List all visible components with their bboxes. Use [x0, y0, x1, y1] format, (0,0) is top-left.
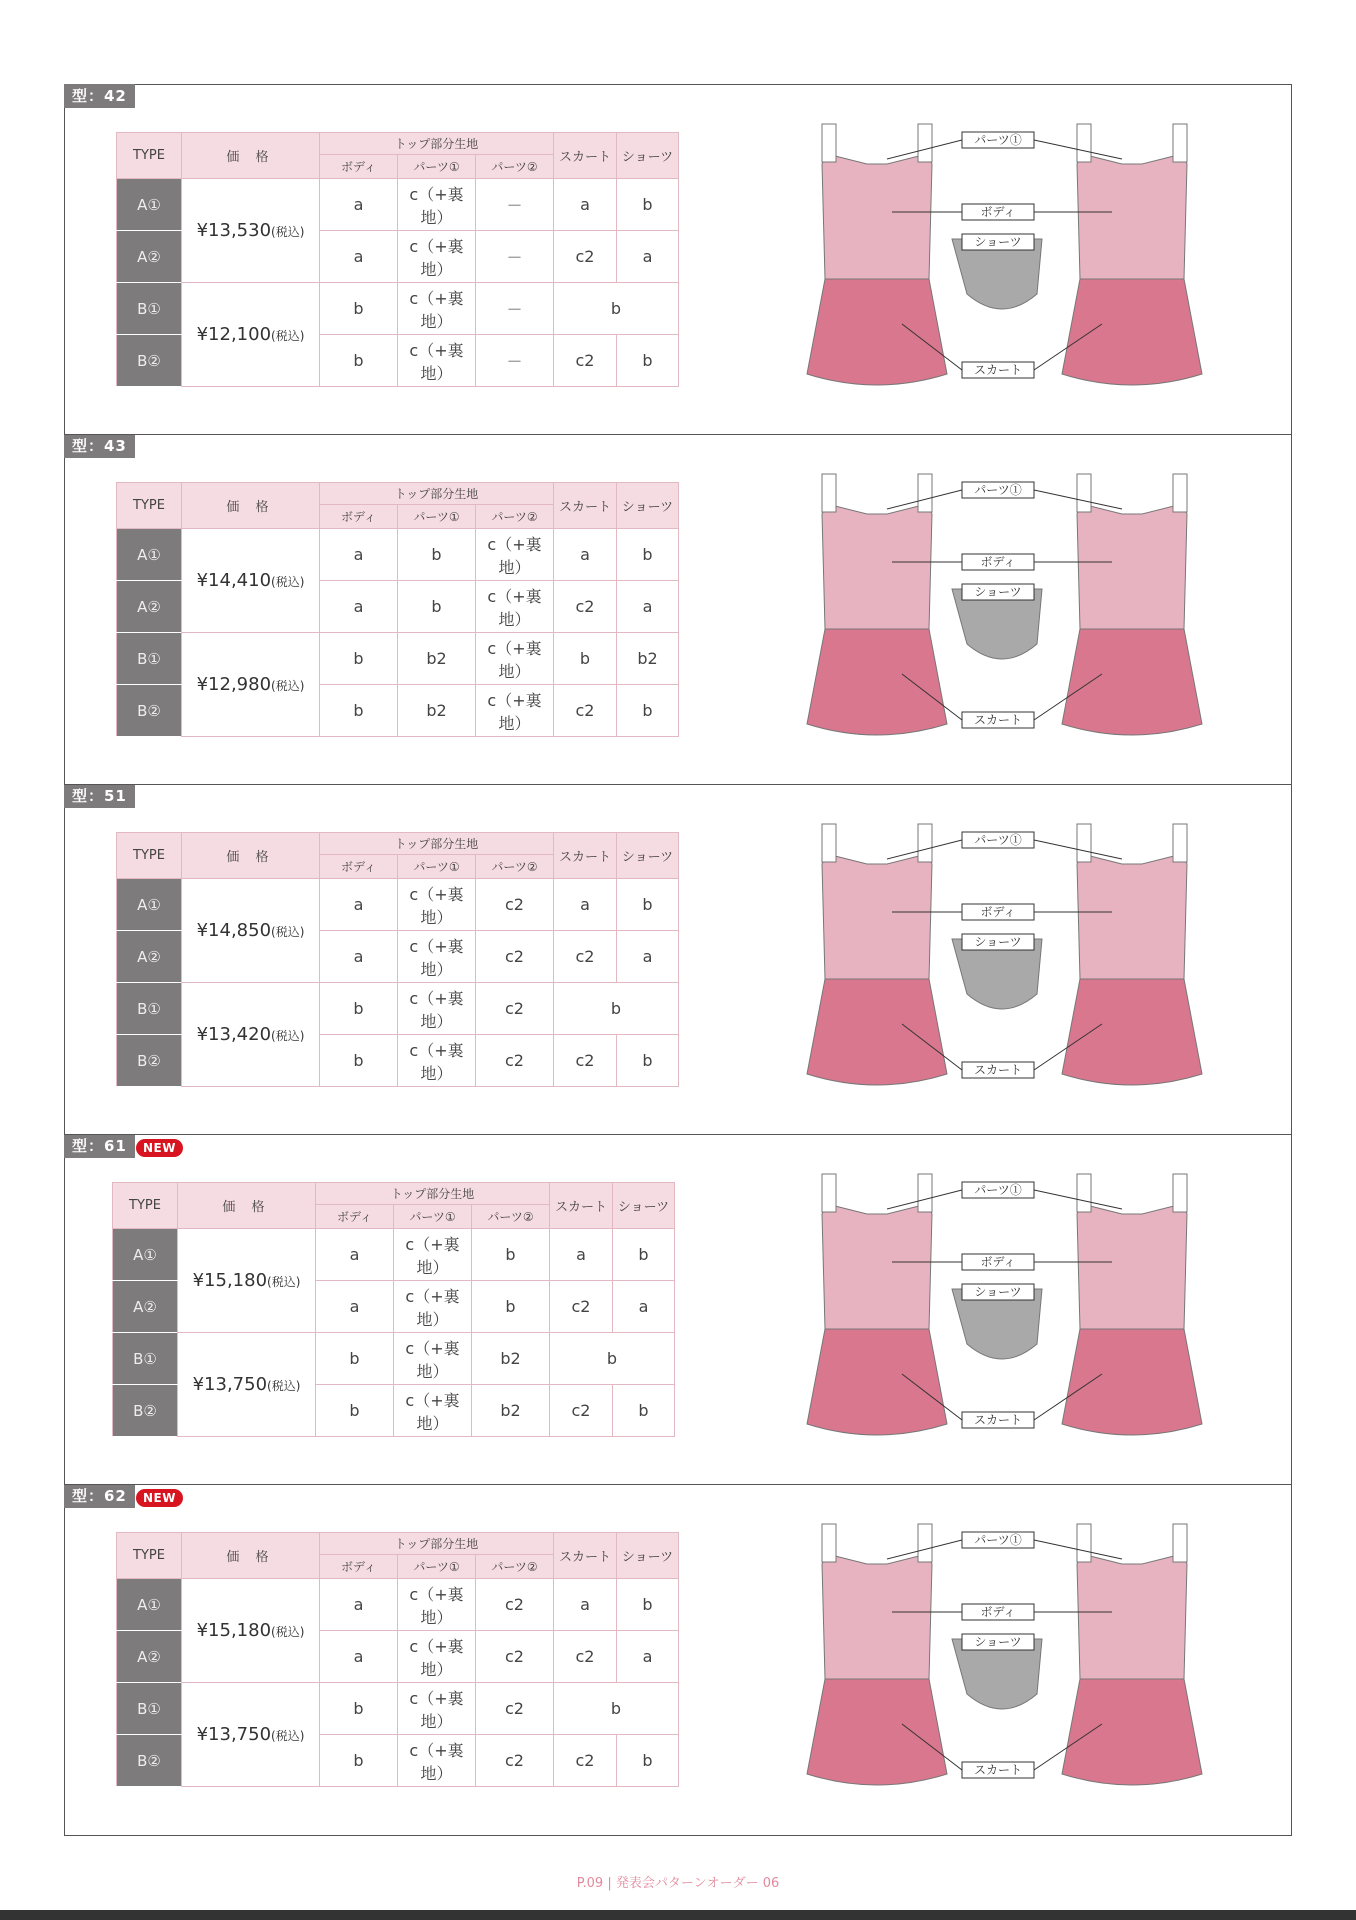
cell-shorts: a [617, 231, 679, 283]
cell-parts2: c2 [476, 1683, 554, 1735]
header-top-fabric: トップ部分生地 [320, 483, 554, 505]
cell-parts2: c2 [476, 1579, 554, 1631]
leotard-illustration [712, 1484, 1292, 1834]
cell-parts2: c（+裏地） [476, 633, 554, 685]
header-row [117, 133, 679, 155]
callout-body: ボディ [980, 205, 1016, 219]
cell-parts2: － [476, 231, 554, 283]
type-label: A② [117, 581, 182, 633]
pattern-type-tag: 型：43 [64, 434, 135, 458]
back-view-strap-left [1077, 824, 1091, 862]
type-label: A① [113, 1229, 178, 1281]
type-label: A① [117, 179, 182, 231]
cell-parts2: c2 [476, 983, 554, 1035]
back-view-skirt-shape [1062, 1329, 1202, 1435]
front-view-strap-right [918, 124, 932, 162]
cell-skirt: c2 [554, 335, 617, 387]
cell-skirt: c2 [554, 231, 617, 283]
cell-shorts: b [617, 879, 679, 931]
back-view-skirt-shape [1062, 1679, 1202, 1785]
front-view-strap-left [822, 824, 836, 862]
header-shorts: ショーツ [617, 483, 679, 529]
cell-skirt: c2 [554, 581, 617, 633]
callout-shorts: ショーツ [974, 935, 1022, 949]
cell-skirt: c2 [554, 1631, 617, 1683]
header-type: TYPE [117, 483, 182, 529]
cell-skirt: a [554, 529, 617, 581]
header-price: 価 格 [182, 833, 320, 879]
type-label: B① [117, 283, 182, 335]
header-skirt: スカート [554, 133, 617, 179]
pattern-type-tag: 型：61 [64, 1134, 135, 1158]
header-type: TYPE [117, 133, 182, 179]
front-view-skirt-shape [807, 1329, 947, 1435]
pattern-type-tag: 型：51 [64, 784, 135, 808]
back-view-body-shape [1077, 504, 1187, 629]
back-view-strap-left [1077, 1524, 1091, 1562]
header-row [113, 1183, 675, 1205]
front-view-skirt-shape [807, 279, 947, 385]
price-cell [182, 983, 320, 1087]
cell-shorts: b [613, 1385, 675, 1437]
cell-body: b [320, 685, 398, 737]
cell-body: b [320, 335, 398, 387]
callout-skirt: スカート [973, 1763, 1023, 1777]
cell-parts1: c（+裏地） [398, 283, 476, 335]
cell-body: a [316, 1229, 394, 1281]
cell-body: a [320, 879, 398, 931]
type-label: A② [117, 231, 182, 283]
cell-body: b [316, 1333, 394, 1385]
cell-parts2: － [476, 335, 554, 387]
type-label: A② [117, 1631, 182, 1683]
header-skirt: スカート [554, 1533, 617, 1579]
leotard-illustration [712, 84, 1292, 434]
cell-parts1: b2 [398, 685, 476, 737]
header-shorts: ショーツ [617, 833, 679, 879]
new-badge: NEW [136, 1489, 183, 1507]
price-cell [182, 1579, 320, 1683]
cell-skirt: c2 [554, 685, 617, 737]
header-price: 価 格 [182, 483, 320, 529]
cell-parts1: b [398, 581, 476, 633]
header-parts2: パーツ② [476, 155, 554, 179]
cell-body: a [320, 179, 398, 231]
cell-body: a [320, 1631, 398, 1683]
cell-skirt: c2 [554, 1735, 617, 1787]
cell-parts1: c（+裏地） [398, 983, 476, 1035]
back-view-body-shape [1077, 154, 1187, 279]
price-amount: ¥13,750 [192, 1374, 268, 1395]
back-view-skirt-shape [1062, 629, 1202, 735]
header-top-fabric: トップ部分生地 [320, 1533, 554, 1555]
price-cell [182, 529, 320, 633]
header-row [117, 483, 679, 505]
cell-shorts: a [617, 1631, 679, 1683]
header-shorts: ショーツ [617, 133, 679, 179]
front-view-body-shape [822, 854, 932, 979]
header-row [117, 1533, 679, 1555]
section-divider [64, 434, 1292, 435]
type-label: B② [117, 335, 182, 387]
leotard-illustration [712, 434, 1292, 784]
cell-skirt-shorts: b [554, 283, 679, 335]
footer-separator: | [607, 1876, 612, 1891]
price-amount: ¥15,180 [192, 1270, 268, 1291]
cell-parts2: b2 [472, 1385, 550, 1437]
cell-parts1: c（+裏地） [394, 1281, 472, 1333]
price-amount: ¥14,850 [196, 920, 272, 941]
cell-parts2: c2 [476, 1735, 554, 1787]
back-view-strap-right [1173, 1524, 1187, 1562]
price-cell [182, 633, 320, 737]
table-row [113, 1229, 675, 1281]
cell-shorts: a [617, 931, 679, 983]
cell-body: b [320, 1035, 398, 1087]
callout-skirt: スカート [973, 363, 1023, 377]
cell-skirt-shorts: b [554, 983, 679, 1035]
cell-shorts: b [617, 1035, 679, 1087]
pattern-section [64, 434, 1292, 784]
table-row [117, 1683, 679, 1735]
cell-skirt: c2 [550, 1281, 613, 1333]
back-view-strap-left [1077, 474, 1091, 512]
cell-shorts: b [617, 179, 679, 231]
type-label: B① [117, 1683, 182, 1735]
type-label: A① [117, 1579, 182, 1631]
cell-parts1: c（+裏地） [398, 1683, 476, 1735]
cell-skirt-shorts: b [554, 1683, 679, 1735]
table-row [117, 879, 679, 931]
price-tax: (税込) [271, 679, 305, 693]
price-cell [182, 879, 320, 983]
cell-parts1: c（+裏地） [394, 1229, 472, 1281]
header-parts2: パーツ② [472, 1205, 550, 1229]
callout-skirt: スカート [973, 1063, 1023, 1077]
back-view-strap-right [1173, 824, 1187, 862]
back-view-body-shape [1077, 854, 1187, 979]
price-amount: ¥14,410 [196, 570, 272, 591]
back-view-skirt-shape [1062, 279, 1202, 385]
callout-parts1: パーツ① [974, 1533, 1022, 1547]
price-tax: (税込) [271, 225, 305, 239]
front-view-strap-left [822, 124, 836, 162]
cell-parts1: c（+裏地） [398, 1035, 476, 1087]
type-label: B② [117, 685, 182, 737]
header-row [117, 833, 679, 855]
leotard-illustration [712, 784, 1292, 1134]
pattern-type-tag: 型：62 [64, 1484, 135, 1508]
cell-body: a [320, 529, 398, 581]
cell-parts1: c（+裏地） [398, 931, 476, 983]
front-view-strap-right [918, 824, 932, 862]
header-skirt: スカート [550, 1183, 613, 1229]
cell-parts2: c2 [476, 931, 554, 983]
header-parts2: パーツ② [476, 1555, 554, 1579]
header-parts1: パーツ① [398, 505, 476, 529]
cell-parts1: c（+裏地） [398, 335, 476, 387]
cell-body: b [320, 1735, 398, 1787]
leotard-illustration [712, 1134, 1292, 1484]
callout-skirt: スカート [973, 713, 1023, 727]
spec-table [116, 132, 679, 387]
pattern-section [64, 1484, 1292, 1834]
price-amount: ¥12,100 [196, 324, 272, 345]
cell-body: a [320, 931, 398, 983]
front-view-strap-left [822, 1174, 836, 1212]
section-divider [64, 784, 1292, 785]
cell-parts2: c2 [476, 879, 554, 931]
cell-parts2: b2 [472, 1333, 550, 1385]
back-view-body-shape [1077, 1204, 1187, 1329]
cell-parts1: c（+裏地） [398, 1735, 476, 1787]
header-parts1: パーツ① [398, 855, 476, 879]
cell-parts1: c（+裏地） [394, 1385, 472, 1437]
type-label: A② [113, 1281, 178, 1333]
cell-body: a [320, 231, 398, 283]
callout-shorts: ショーツ [974, 1285, 1022, 1299]
cell-skirt: c2 [554, 1035, 617, 1087]
section-divider [64, 1484, 1292, 1485]
price-tax: (税込) [271, 575, 305, 589]
cell-shorts: b [617, 529, 679, 581]
spec-table [116, 832, 679, 1087]
header-skirt: スカート [554, 483, 617, 529]
cell-parts2: － [476, 283, 554, 335]
pattern-type-tag: 型：42 [64, 84, 135, 108]
header-price: 価 格 [182, 133, 320, 179]
cell-skirt: a [550, 1229, 613, 1281]
back-view-strap-right [1173, 124, 1187, 162]
front-view-body-shape [822, 504, 932, 629]
header-parts1: パーツ① [394, 1205, 472, 1229]
cell-skirt: a [554, 879, 617, 931]
back-view-body-shape [1077, 1554, 1187, 1679]
cell-parts2: c2 [476, 1035, 554, 1087]
header-skirt: スカート [554, 833, 617, 879]
price-amount: ¥13,420 [196, 1024, 272, 1045]
cell-body: b [316, 1385, 394, 1437]
cell-shorts: b [617, 1735, 679, 1787]
header-shorts: ショーツ [613, 1183, 675, 1229]
price-tax: (税込) [267, 1275, 301, 1289]
table-row [117, 1579, 679, 1631]
cell-parts2: b [472, 1281, 550, 1333]
callout-parts1: パーツ① [974, 483, 1022, 497]
header-type: TYPE [117, 1533, 182, 1579]
price-amount: ¥15,180 [196, 1620, 272, 1641]
header-price: 価 格 [178, 1183, 316, 1229]
header-parts2: パーツ② [476, 855, 554, 879]
price-amount: ¥12,980 [196, 674, 272, 695]
cell-skirt: a [554, 179, 617, 231]
header-top-fabric: トップ部分生地 [320, 833, 554, 855]
type-label: B① [117, 983, 182, 1035]
callout-parts1: パーツ① [974, 1183, 1022, 1197]
section-divider [64, 1134, 1292, 1135]
cell-skirt: b [554, 633, 617, 685]
cell-parts1: c（+裏地） [394, 1333, 472, 1385]
type-label: A② [117, 931, 182, 983]
header-body: ボディ [320, 855, 398, 879]
back-view-strap-left [1077, 1174, 1091, 1212]
price-tax: (税込) [271, 1625, 305, 1639]
cell-body: a [316, 1281, 394, 1333]
price-tax: (税込) [271, 925, 305, 939]
front-view-strap-left [822, 474, 836, 512]
cell-body: b [320, 983, 398, 1035]
type-label: B② [113, 1385, 178, 1437]
back-view-strap-right [1173, 1174, 1187, 1212]
cell-parts2: b [472, 1229, 550, 1281]
front-view-strap-right [918, 1174, 932, 1212]
header-shorts: ショーツ [617, 1533, 679, 1579]
front-view-strap-left [822, 1524, 836, 1562]
front-view-body-shape [822, 1204, 932, 1329]
front-view-skirt-shape [807, 979, 947, 1085]
header-type: TYPE [117, 833, 182, 879]
price-tax: (税込) [271, 329, 305, 343]
price-cell [182, 283, 320, 387]
callout-skirt: スカート [973, 1413, 1023, 1427]
callout-body: ボディ [980, 555, 1016, 569]
cell-parts1: b [398, 529, 476, 581]
callout-shorts: ショーツ [974, 235, 1022, 249]
cell-skirt: c2 [554, 931, 617, 983]
cell-shorts: b [617, 1579, 679, 1631]
cell-body: a [320, 1579, 398, 1631]
back-view-skirt-shape [1062, 979, 1202, 1085]
callout-parts1: パーツ① [974, 133, 1022, 147]
price-cell [182, 1683, 320, 1787]
header-price: 価 格 [182, 1533, 320, 1579]
header-body: ボディ [320, 155, 398, 179]
price-amount: ¥13,750 [196, 1724, 272, 1745]
cell-body: b [320, 283, 398, 335]
cell-parts1: c（+裏地） [398, 231, 476, 283]
header-body: ボディ [320, 1555, 398, 1579]
pattern-section [64, 84, 1292, 434]
front-view-skirt-shape [807, 1679, 947, 1785]
cell-shorts: b [617, 685, 679, 737]
cell-body: b [320, 633, 398, 685]
header-parts2: パーツ② [476, 505, 554, 529]
cell-shorts: b [617, 335, 679, 387]
callout-body: ボディ [980, 1255, 1016, 1269]
cell-shorts: b2 [617, 633, 679, 685]
cell-shorts: a [617, 581, 679, 633]
table-row [117, 179, 679, 231]
table-row [117, 983, 679, 1035]
spec-table [116, 482, 679, 737]
table-row [117, 283, 679, 335]
price-cell [178, 1229, 316, 1333]
header-body: ボディ [316, 1205, 394, 1229]
header-parts1: パーツ① [398, 1555, 476, 1579]
cell-parts2: c（+裏地） [476, 685, 554, 737]
price-cell [178, 1333, 316, 1437]
price-tax: (税込) [271, 1729, 305, 1743]
cell-parts1: c（+裏地） [398, 1631, 476, 1683]
pattern-section [64, 784, 1292, 1134]
type-label: A① [117, 529, 182, 581]
type-label: B① [113, 1333, 178, 1385]
cell-body: b [320, 1683, 398, 1735]
cell-parts2: c（+裏地） [476, 581, 554, 633]
cell-shorts: b [613, 1229, 675, 1281]
header-parts1: パーツ① [398, 155, 476, 179]
price-tax: (税込) [271, 1029, 305, 1043]
price-tax: (税込) [267, 1379, 301, 1393]
callout-shorts: ショーツ [974, 585, 1022, 599]
header-top-fabric: トップ部分生地 [320, 133, 554, 155]
spec-table [112, 1182, 675, 1437]
cell-parts2: － [476, 179, 554, 231]
table-row [117, 633, 679, 685]
header-type: TYPE [113, 1183, 178, 1229]
cell-parts1: c（+裏地） [398, 179, 476, 231]
back-view-strap-right [1173, 474, 1187, 512]
type-label: B① [117, 633, 182, 685]
bottom-rule [0, 1910, 1356, 1920]
callout-shorts: ショーツ [974, 1635, 1022, 1649]
cell-parts2: c（+裏地） [476, 529, 554, 581]
spec-table [116, 1532, 679, 1787]
cell-parts2: c2 [476, 1631, 554, 1683]
new-badge: NEW [136, 1139, 183, 1157]
cell-skirt-shorts: b [550, 1333, 675, 1385]
front-view-body-shape [822, 154, 932, 279]
cell-parts1: c（+裏地） [398, 1579, 476, 1631]
front-view-strap-right [918, 1524, 932, 1562]
header-top-fabric: トップ部分生地 [316, 1183, 550, 1205]
cell-skirt: c2 [550, 1385, 613, 1437]
front-view-strap-right [918, 474, 932, 512]
cell-parts1: b2 [398, 633, 476, 685]
page-number: P.09 [576, 1876, 604, 1891]
page-footer [0, 1872, 1356, 1891]
cell-shorts: a [613, 1281, 675, 1333]
type-label: A① [117, 879, 182, 931]
table-row [117, 529, 679, 581]
callout-parts1: パーツ① [974, 833, 1022, 847]
front-view-skirt-shape [807, 629, 947, 735]
callout-body: ボディ [980, 905, 1016, 919]
header-body: ボディ [320, 505, 398, 529]
pattern-section [64, 1134, 1292, 1484]
price-amount: ¥13,530 [196, 220, 272, 241]
type-label: B② [117, 1035, 182, 1087]
price-cell [182, 179, 320, 283]
front-view-body-shape [822, 1554, 932, 1679]
cell-body: a [320, 581, 398, 633]
table-row [113, 1333, 675, 1385]
back-view-strap-left [1077, 124, 1091, 162]
cell-skirt: a [554, 1579, 617, 1631]
cell-parts1: c（+裏地） [398, 879, 476, 931]
callout-body: ボディ [980, 1605, 1016, 1619]
type-label: B② [117, 1735, 182, 1787]
catalog-title: 発表会パターンオーダー 06 [615, 1876, 780, 1891]
